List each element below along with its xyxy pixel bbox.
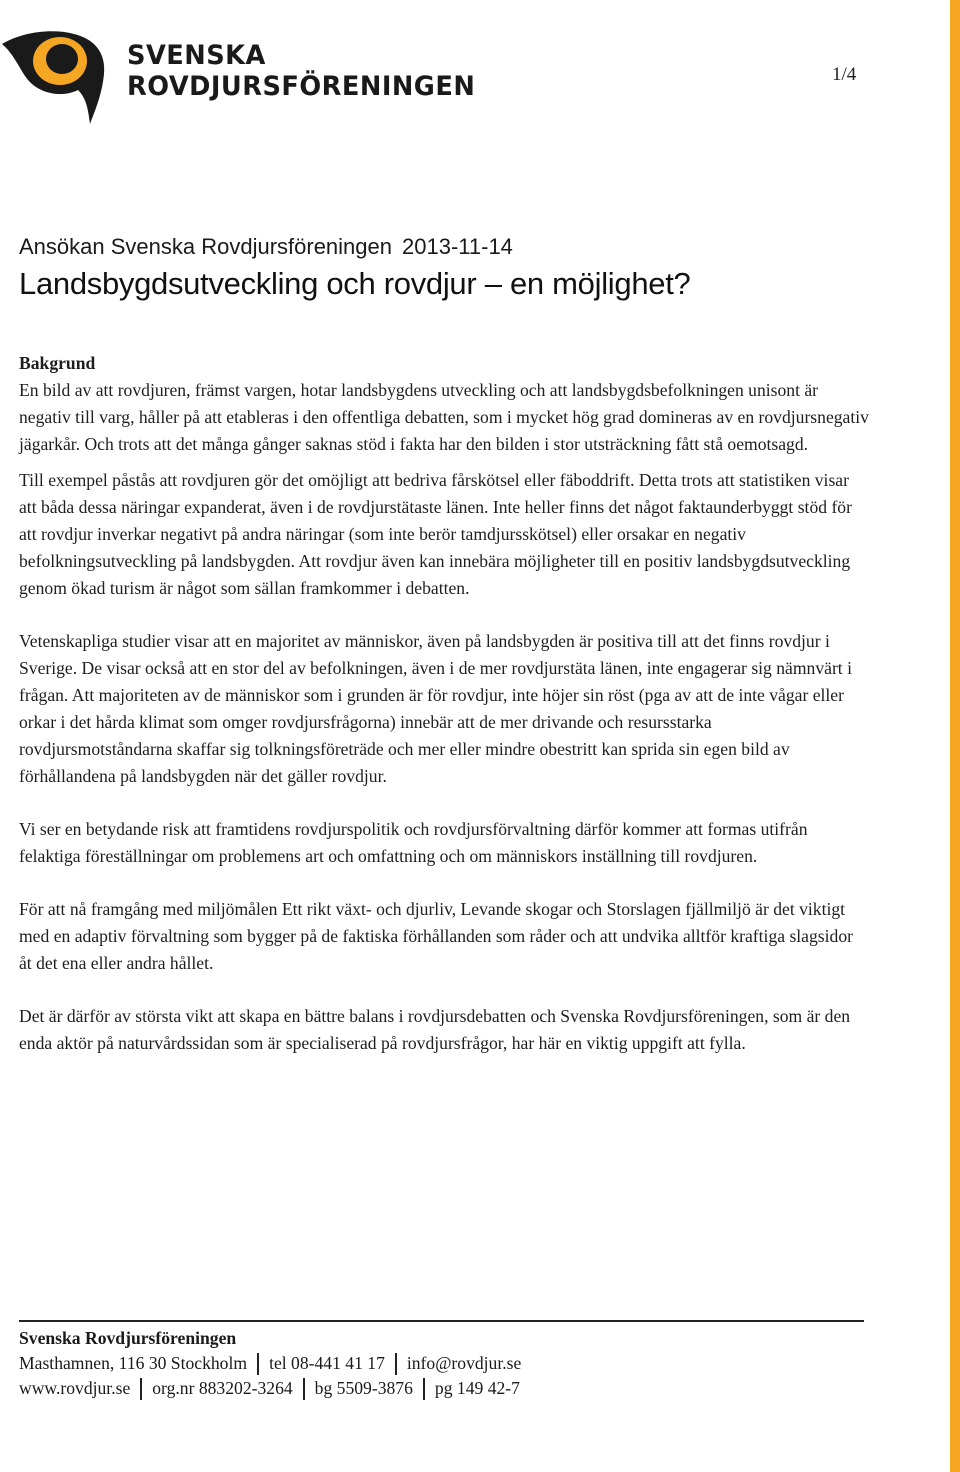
paragraph: Vi ser en betydande risk att framtidens rovdjurspolitik och rovdjursförvaltning därför kommer att formas utifrån felaktiga föreställningar om problemens art och omfattning och om människors inställning till rovdjuren. [19,819,808,866]
footer-plusgiro: pg 149 42-7 [434,1378,520,1398]
application-line [19,234,513,260]
logo-wordmark [127,40,475,102]
paragraph: Det är därför av största vikt att skapa en bättre balans i rovdjursdebatten och Svenska Rovdjursföreningen, som är den enda aktör på naturvårdssidan som är specialiserad på rovdjursfrågor, har här en viktig uppgift att fylla. [19,1006,851,1053]
footer-email-link[interactable]: info@rovdjur.se [406,1353,522,1373]
paragraph: För att nå framgång med miljömålen Ett rikt växt- och djurliv, Levande skogar och Storslagen fjällmiljö är det viktigt med en adaptiv förvaltning som bygger på de faktiska förhållanden som råder och att undvika alltför kraftiga slagsidor åt det ena eller andra hållet. [19,899,853,973]
footer-address: Masthamnen, 116 30 Stockholm [19,1353,248,1373]
logo-line-1: SVENSKA [127,40,266,71]
footer-contact-row [19,1351,521,1376]
footer-website-link[interactable]: www.rovdjur.se [19,1378,131,1398]
paragraph: En bild av att rovdjuren, främst vargen, hotar landsbygdens utveckling och att landsbygdsbefolkningen unisont är negativ till varg, håller på att etableras i den offentliga debatten, som i mycket hög grad domineras av en rovdjursnegativ jägarkår. Och trots att det många gånger saknas stöd i fakta har den bilden i stor utsträckning fått stå oemotsagd. [19,380,869,454]
footer-phone: tel 08-441 41 17 [269,1353,385,1373]
footer-separator [257,1353,259,1375]
footer-org-nr: org.nr 883202-3264 [152,1378,293,1398]
footer-divider [19,1320,864,1322]
page-number: 1/4 [832,64,857,85]
footer-separator [395,1353,397,1375]
eye-logo-icon [0,28,120,128]
section-heading: Bakgrund [19,353,96,373]
footer-bankgiro: bg 5509-3876 [314,1378,413,1398]
logo-line-2: ROVDJURSFÖRENINGEN [127,71,476,102]
accent-sidebar-stripe [950,0,960,1472]
document-body [19,350,869,1083]
application-name: Ansökan Svenska Rovdjursföreningen [19,234,393,259]
document-title: Landsbygdsutveckling och rovdjur – en möjlighet? [19,266,691,301]
footer-separator [423,1378,425,1400]
organization-logo[interactable] [0,28,476,128]
footer [19,1326,521,1401]
footer-separator [303,1378,305,1400]
footer-separator [140,1378,142,1400]
footer-organization: Svenska Rovdjursföreningen [19,1328,237,1348]
footer-registration-row [19,1376,521,1401]
paragraph: Vetenskapliga studier visar att en majoritet av människor, även på landsbygden är positiva till att det finns rovdjur i Sverige. De visar också att en stor del av befolkningen, även i de mer rovdjurstäta länen, inte engagerar sig nämnvärt i frågan. Att majoriteten av de människor som i grunden är för rovdjur, inte höjer sin röst (pga av att de inte vågar eller orkar i det hårda klimat som omger rovdjursfrågorna) innebär att de mer drivande och resursstarka rovdjursmotståndarna skaffar sig tolkningsföreträde och mer eller mindre obestritt kan sprida sin egen bild av förhållandena på landsbygden när det gäller rovdjur. [19,631,852,786]
paragraph: Till exempel påstås att rovdjuren gör det omöjligt att bedriva fårskötsel eller fäboddrift. Detta trots att statistiken visar att båda dessa näringar expanderat, även i de rovdjurstätaste länen. Inte heller finns det något faktaunderbyggt stöd för att rovdjur inverkar negativt på andra näringar (som inte berör tamdjursskötsel) eller orsakar en negativ befolkningsutveckling på landsbygden. Att rovdjur även kan innebära möjligheter till en positiv landsbygdsutveckling genom ökad turism är något som sällan framkommer i debatten. [19,470,852,598]
application-date: 2013-11-14 [402,234,513,259]
